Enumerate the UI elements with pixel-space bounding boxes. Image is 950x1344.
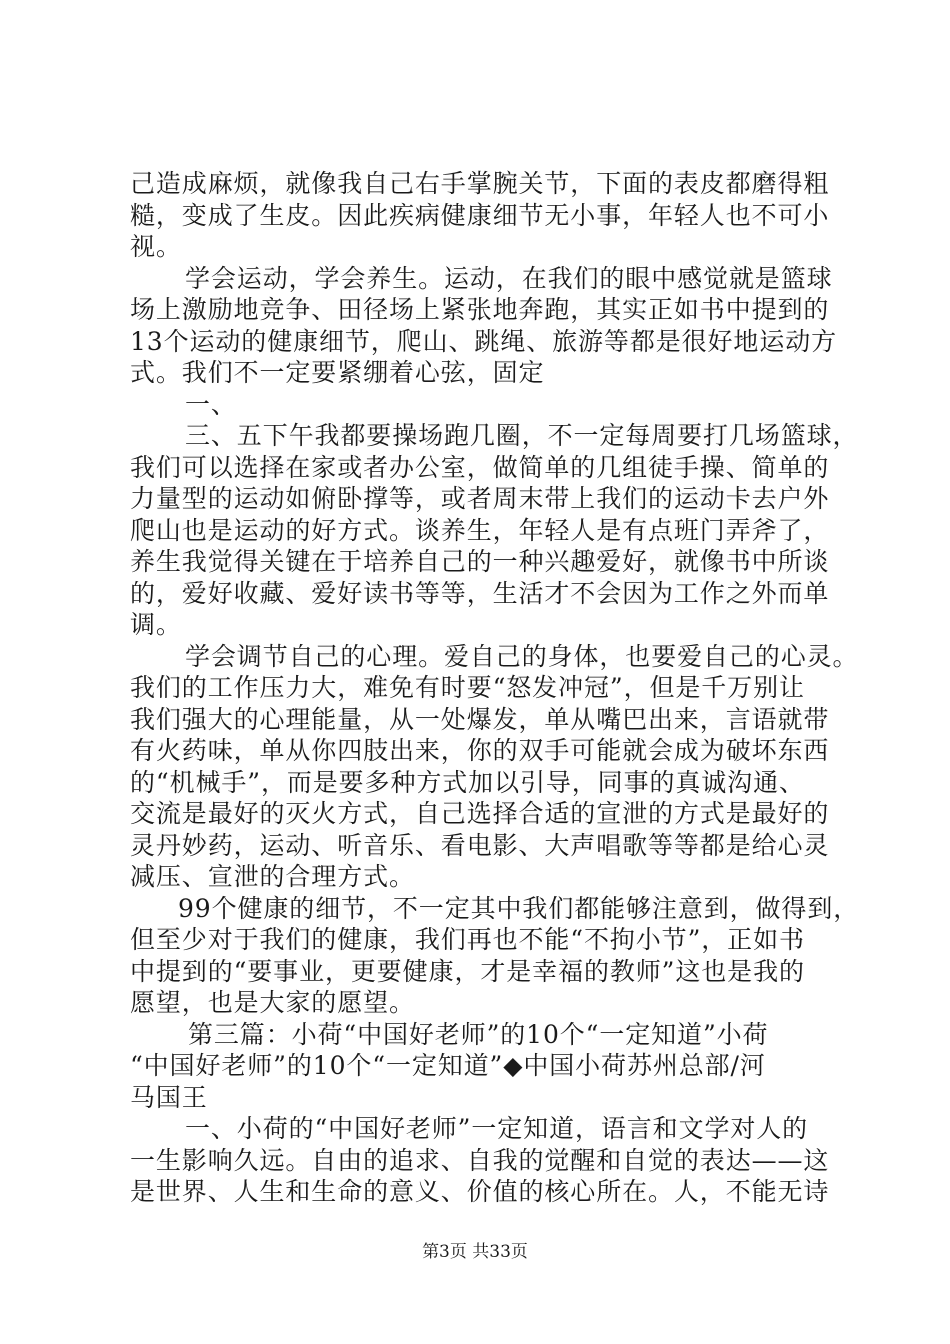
text-line: 调。 xyxy=(130,610,182,639)
section-heading-line: 马国王 xyxy=(130,1082,208,1112)
text-line: 中提到的“要事业，更要健康，才是幸福的教师”这也是我的 xyxy=(130,956,805,986)
text-line: 13个运动的健康细节，爬山、跳绳、旅游等都是很好地运动方 xyxy=(130,326,838,356)
section-heading-line: 第三篇：小荷“中国好老师”的10个“一定知道”小荷 xyxy=(188,1019,769,1049)
text-line: 一生影响久远。自由的追求、自我的觉醒和自觉的表达——这 xyxy=(130,1145,830,1175)
paragraph-first-line: 99个健康的细节，不一定其中我们都能够注意到，做得到， xyxy=(178,893,860,923)
text-line: 一、 xyxy=(185,389,237,419)
paragraph-first-line: 三、五下午我都要操场跑几圈，不一定每周要打几场篮球， xyxy=(185,421,859,450)
text-line: 式。我们不一定要紧绷着心弦，固定 xyxy=(130,358,545,387)
paragraph-first-line: 学会运动，学会养生。运动，在我们的眼中感觉就是篮球 xyxy=(185,263,833,293)
section-heading-line: “中国好老师”的10个“一定知道”◆中国小荷苏州总部/河 xyxy=(130,1051,766,1080)
text-line: 愿望，也是大家的愿望。 xyxy=(130,988,415,1017)
text-line: 是世界、人生和生命的意义、价值的核心所在。人，不能无诗 xyxy=(130,1177,830,1206)
paragraph-first-line: 学会调节自己的心理。爱自己的身体，也要爱自己的心灵。 xyxy=(185,641,859,671)
text-line: 我们的工作压力大，难免有时要“怒发冲冠”，但是千万别让 xyxy=(130,673,805,702)
text-line: 的“机械手”，而是要多种方式加以引导，同事的真诚沟通、 xyxy=(130,767,805,797)
text-line: 有火药味，单从你四肢出来，你的双手可能就会成为破坏东西 xyxy=(130,736,830,765)
text-line: 场上激励地竞争、田径场上紧张地奔跑，其实正如书中提到的 xyxy=(130,295,830,324)
text-line: 视。 xyxy=(130,232,182,261)
text-line: 养生我觉得关键在于培养自己的一种兴趣爱好，就像书中所谈 xyxy=(130,547,830,576)
text-line: 己造成麻烦，就像我自己右手掌腕关节，下面的表皮都磨得粗 xyxy=(130,169,830,198)
text-line: 我们可以选择在家或者办公室，做简单的几组徒手操、简单的 xyxy=(130,452,830,482)
text-line: 我们强大的心理能量，从一处爆发，单从嘴巴出来，言语就带 xyxy=(130,704,830,734)
page-number-footer: 第3页 共33页 xyxy=(422,1242,528,1262)
text-line: 的，爱好收藏、爱好读书等等，生活才不会因为工作之外而单 xyxy=(130,578,830,608)
text-line: 糙，变成了生皮。因此疾病健康细节无小事，年轻人也不可小 xyxy=(130,200,830,230)
text-line: 交流是最好的灭火方式，自己选择合适的宣泄的方式是最好的 xyxy=(130,799,830,828)
text-line: 但至少对于我们的健康，我们再也不能“不拘小节”，正如书 xyxy=(130,925,805,954)
text-line: 灵丹妙药，运动、听音乐、看电影、大声唱歌等等都是给心灵 xyxy=(130,830,830,860)
paragraph-first-line: 一、小荷的“中国好老师”一定知道，语言和文学对人的 xyxy=(185,1114,809,1143)
text-line: 力量型的运动如俯卧撑等，或者周末带上我们的运动卡去户外 xyxy=(130,484,830,513)
text-line: 减压、宣泄的合理方式。 xyxy=(130,862,415,891)
text-line: 爬山也是运动的好方式。谈养生，年轻人是有点班门弄斧了， xyxy=(130,515,830,545)
